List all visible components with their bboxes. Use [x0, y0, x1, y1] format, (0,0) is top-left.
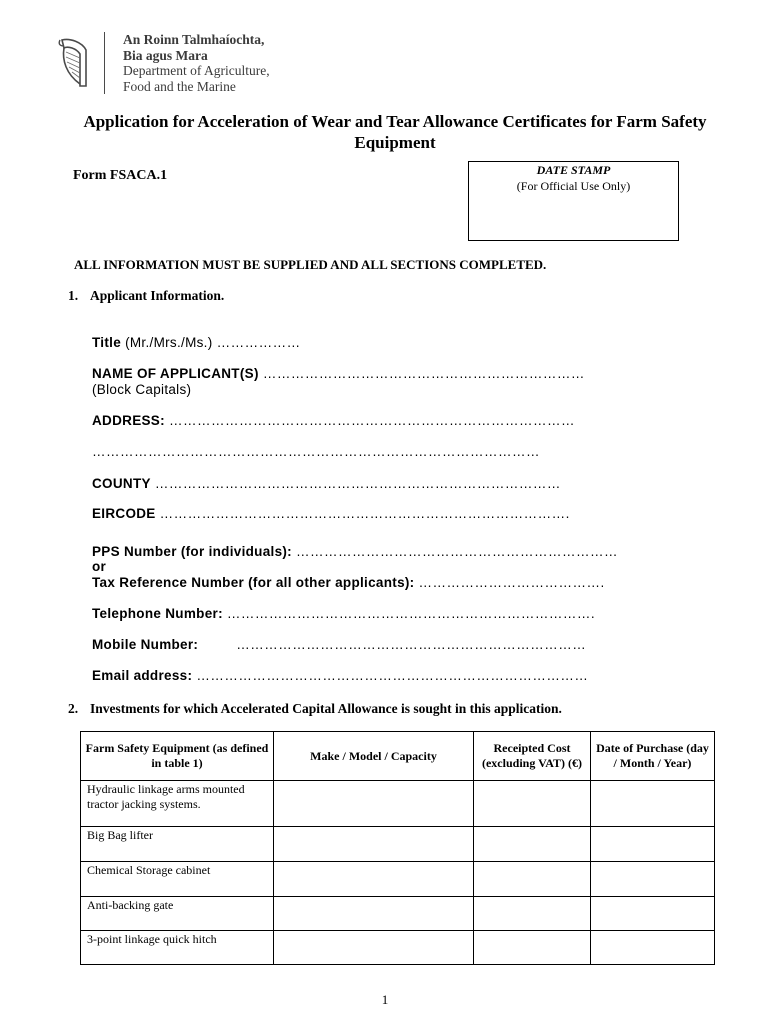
document-title: Application for Acceleration of Wear and Tear Allowance Certificates for Farm Safety Equipment — [83, 112, 707, 152]
address-field[interactable] — [92, 413, 575, 428]
cost-cell[interactable] — [474, 897, 591, 931]
section-2-title: Investments for which Accelerated Capital Allowance is sought in this application. — [90, 701, 562, 716]
header-cost: Receipted Cost (excluding VAT) (€) — [474, 732, 591, 781]
email-dots: ………………………………………………………………………… — [196, 668, 589, 683]
title-field[interactable] — [92, 335, 301, 350]
pps-dots: …………………………………………………………… — [296, 544, 619, 559]
dept-line-1: An Roinn Talmhaíochta, — [123, 32, 265, 47]
date-stamp-note: (For Official Use Only) — [516, 179, 631, 193]
make-model-cell[interactable] — [274, 862, 474, 897]
dept-line-4: Food and the Marine — [123, 78, 236, 94]
completion-notice: ALL INFORMATION MUST BE SUPPLIED AND ALL SECTIONS COMPLETED. — [74, 257, 547, 272]
equipment-cell: Anti-backing gate — [81, 897, 274, 931]
section-1-title: Applicant Information. — [90, 288, 225, 303]
telephone-label: Telephone Number: — [92, 606, 223, 621]
date-cell[interactable] — [591, 897, 715, 931]
logo-divider — [104, 32, 105, 94]
make-model-cell[interactable] — [274, 827, 474, 862]
date-cell[interactable] — [591, 827, 715, 862]
cost-cell[interactable] — [474, 827, 591, 862]
cost-cell[interactable] — [474, 862, 591, 897]
harp-icon — [56, 36, 92, 90]
tax-label: Tax Reference Number (for all other applicants): — [92, 575, 415, 590]
county-field[interactable] — [92, 476, 561, 491]
pps-field[interactable] — [92, 544, 618, 559]
table-header-row — [81, 732, 715, 781]
form-code: Form FSACA.1 — [73, 168, 168, 183]
email-label: Email address: — [92, 668, 193, 683]
date-cell[interactable] — [591, 931, 715, 965]
title-dots: ……………… — [216, 335, 301, 350]
department-logo — [56, 32, 306, 94]
date-cell[interactable] — [591, 781, 715, 827]
telephone-dots: ……………………………………………………………………. — [226, 606, 596, 621]
table-row — [81, 931, 715, 965]
eircode-field[interactable] — [92, 506, 570, 521]
address-line-2[interactable]: …………………………………………………………………………………… — [92, 444, 540, 459]
equipment-cell: Hydraulic linkage arms mounted tractor jacking systems. — [81, 781, 274, 827]
section-2-heading — [68, 701, 562, 717]
pps-label: PPS Number (for individuals): — [92, 544, 292, 559]
table-row — [81, 781, 715, 827]
cost-cell[interactable] — [474, 781, 591, 827]
address-label: ADDRESS: — [92, 413, 165, 428]
cost-cell[interactable] — [474, 931, 591, 965]
equipment-cell: 3-point linkage quick hitch — [81, 931, 274, 965]
county-dots: …………………………………………………………………………… — [154, 476, 561, 491]
name-label: NAME OF APPLICANT(S) — [92, 366, 259, 381]
date-cell[interactable] — [591, 862, 715, 897]
header-equipment: Farm Safety Equipment (as defined in table 1) — [81, 732, 274, 781]
telephone-field[interactable] — [92, 606, 595, 621]
mobile-dots: ………………………………………………………………… — [236, 637, 587, 652]
department-name — [123, 32, 270, 94]
equipment-cell: Big Bag lifter — [81, 827, 274, 862]
investments-table — [80, 731, 715, 965]
header-date: Date of Purchase (day / Month / Year) — [591, 732, 715, 781]
date-stamp-box — [468, 161, 679, 241]
make-model-cell[interactable] — [274, 781, 474, 827]
eircode-label: EIRCODE — [92, 506, 156, 521]
section-1-heading — [68, 288, 224, 304]
tax-dots: …………………………………. — [418, 575, 605, 590]
county-label: COUNTY — [92, 476, 151, 491]
page-number: 1 — [381, 992, 389, 1007]
name-hint: (Block Capitals) — [92, 382, 192, 397]
tax-reference-field[interactable] — [92, 575, 605, 590]
or-label — [92, 559, 106, 574]
applicant-name-field[interactable] — [92, 366, 585, 381]
table-row — [81, 897, 715, 931]
table-row — [81, 862, 715, 897]
header-make-model: Make / Model / Capacity — [274, 732, 474, 781]
or-text: or — [92, 559, 107, 574]
title-label: Title — [92, 335, 122, 350]
mobile-field[interactable] — [92, 637, 586, 652]
dept-line-2: Bia agus Mara — [123, 47, 208, 63]
eircode-dots: ……………………………………………………………………………. — [159, 506, 570, 521]
address-dots: …………………………………………………………………………… — [168, 413, 575, 428]
table-row — [81, 827, 715, 862]
section-2-number: 2. — [68, 701, 79, 716]
section-1-number: 1. — [68, 288, 79, 303]
date-stamp-label: DATE STAMP — [536, 163, 611, 177]
email-field[interactable] — [92, 668, 588, 683]
name-dots: …………………………………………………………… — [262, 366, 585, 381]
mobile-label: Mobile Number: — [92, 637, 199, 652]
dept-line-3: Department of Agriculture, — [123, 63, 270, 78]
make-model-cell[interactable] — [274, 931, 474, 965]
equipment-cell: Chemical Storage cabinet — [81, 862, 274, 897]
make-model-cell[interactable] — [274, 897, 474, 931]
title-hint: (Mr./Mrs./Ms.) — [125, 335, 213, 350]
